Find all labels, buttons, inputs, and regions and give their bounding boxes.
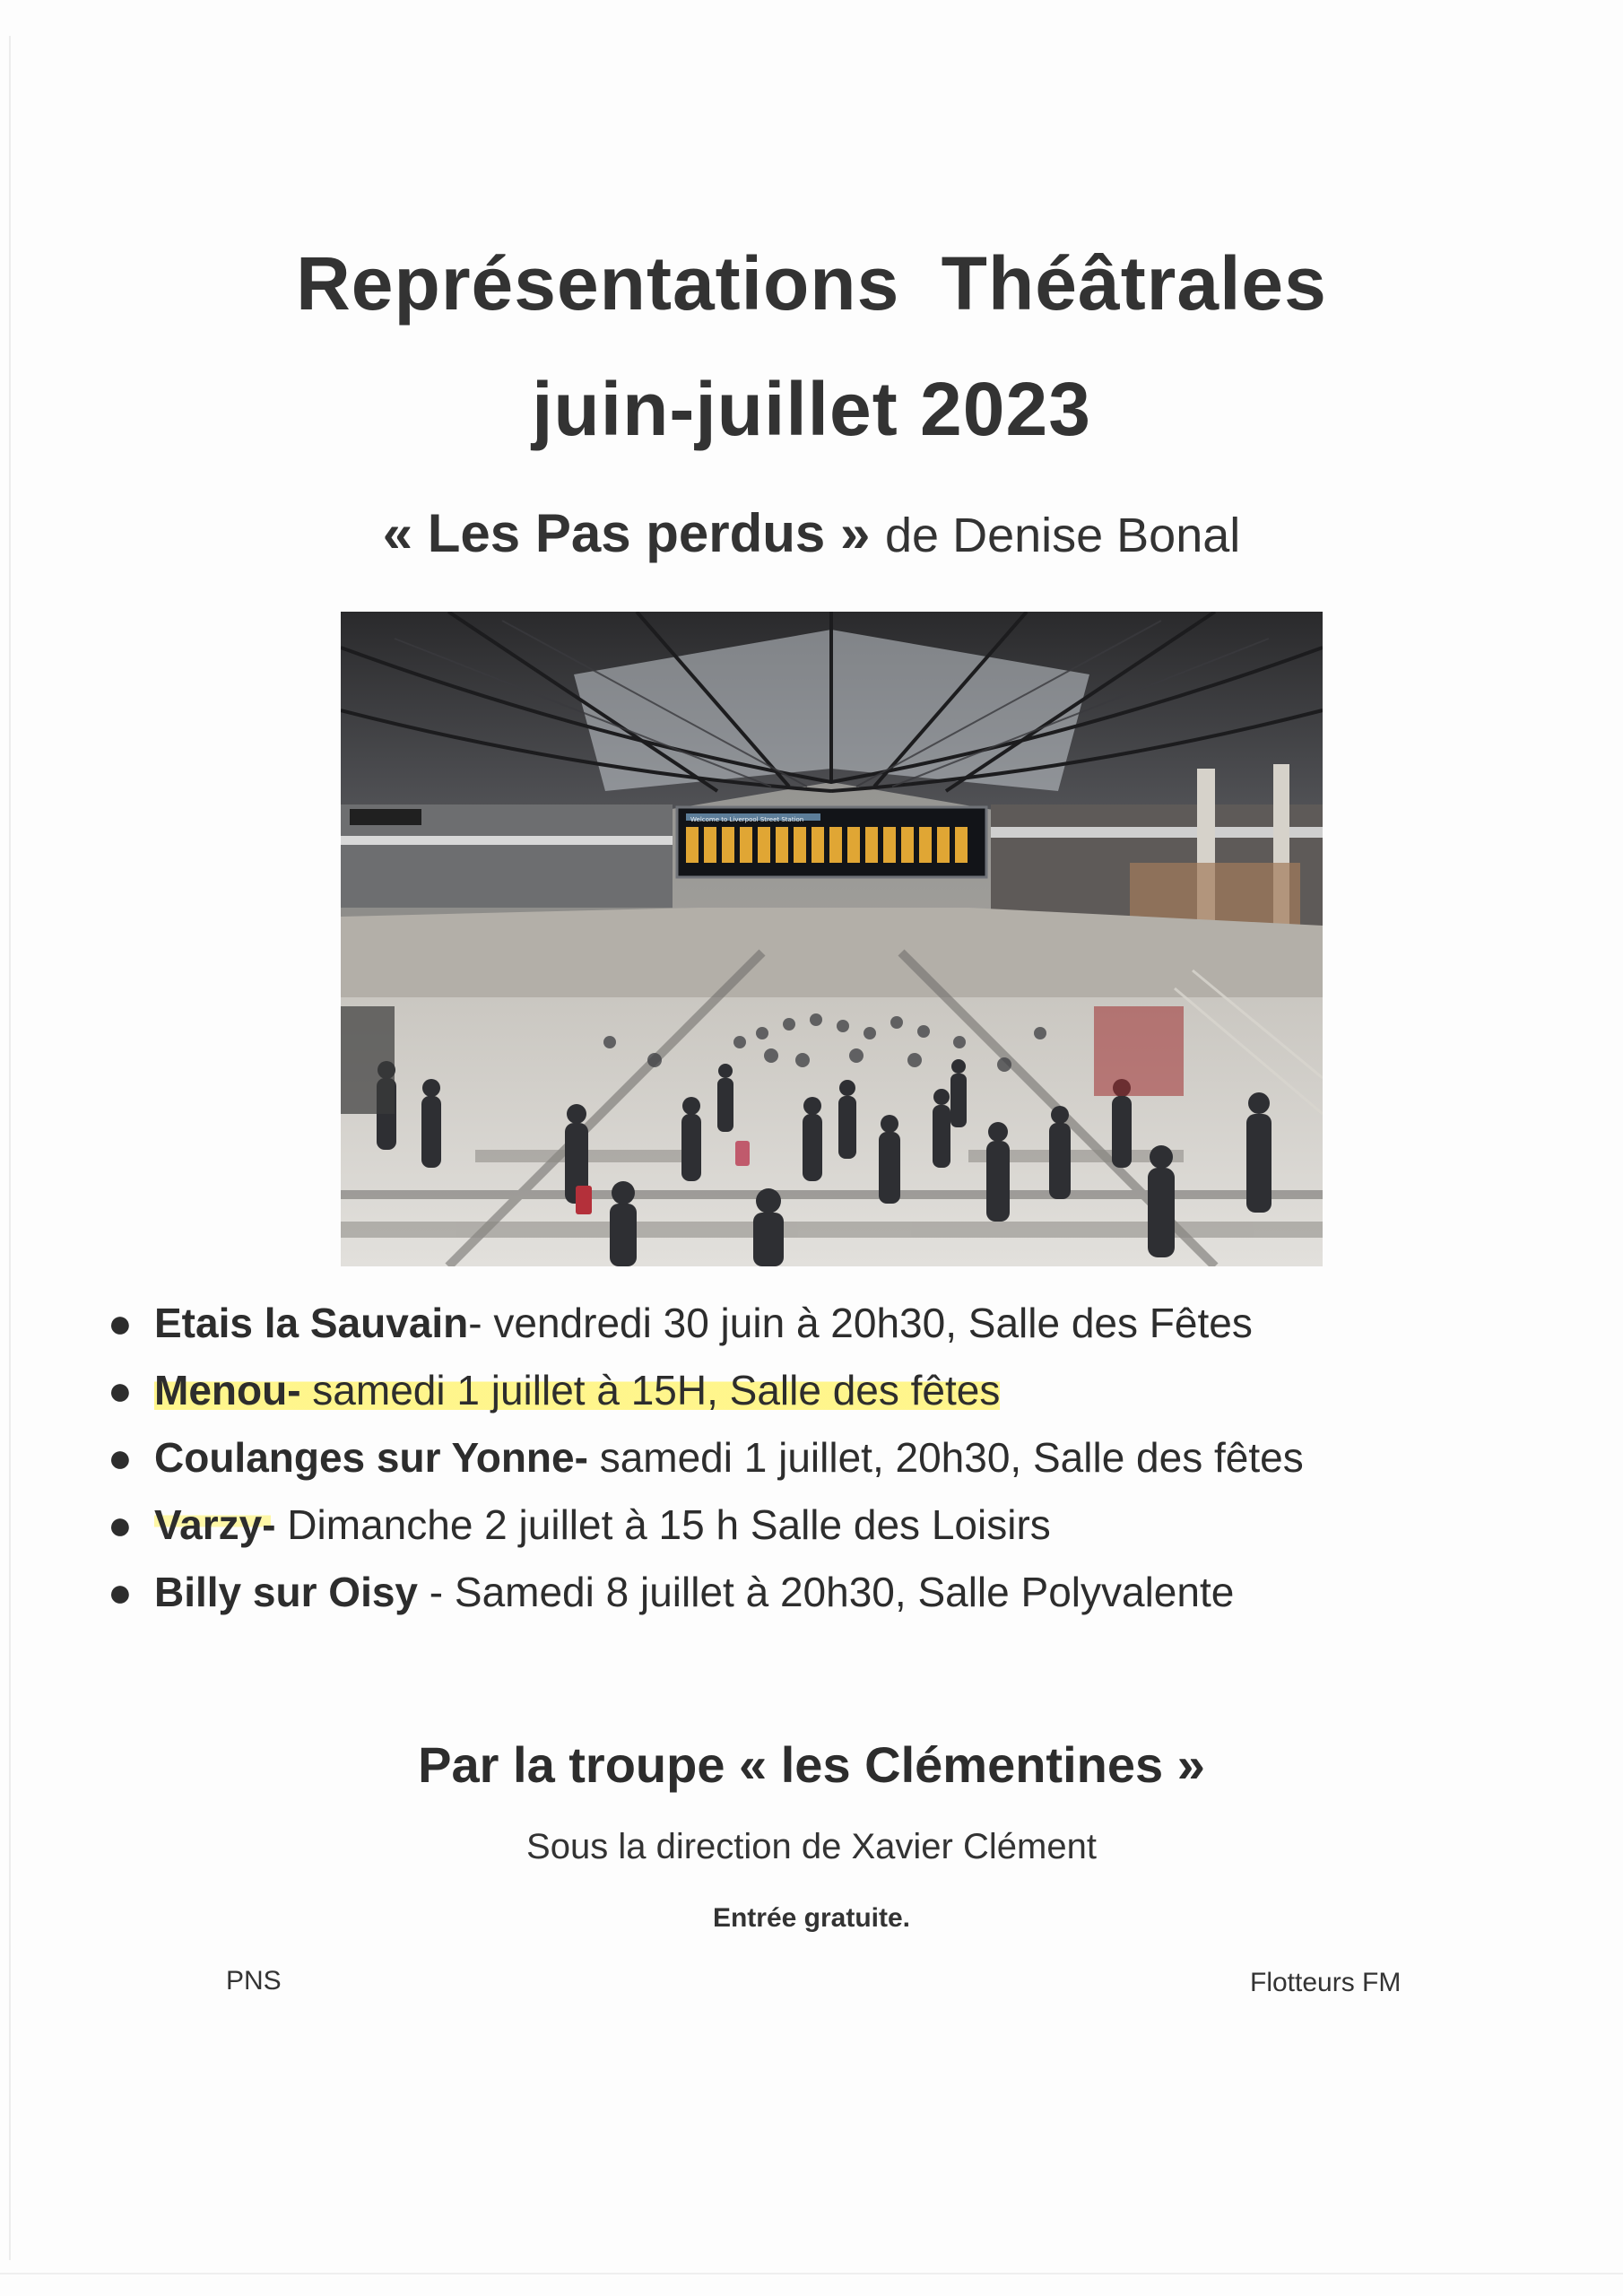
entry-free-notice: Entrée gratuite. [712, 1903, 911, 1933]
schedule-place: Etais la Sauvain [154, 1300, 469, 1346]
schedule-details: samedi 1 juillet à 15H, Salle des fêtes [300, 1367, 1001, 1413]
bullet-icon: ● [108, 1569, 133, 1615]
troupe-line: Par la troupe « les Clémentines » [418, 1736, 1205, 1793]
departure-board-caption: Welcome to Liverpool Street Station [690, 816, 804, 823]
scan-edge-bottom [0, 2273, 1623, 2274]
schedule-item-menou [108, 1357, 1399, 1424]
play-name: « Les Pas perdus » [382, 503, 871, 563]
schedule-details: - Samedi 8 juillet à 20h30, Salle Polyvalente [418, 1569, 1235, 1615]
schedule-details: - vendredi 30 juin à 20h30, Salle des Fêtes [468, 1300, 1253, 1346]
schedule-place: Varzy- [154, 1501, 276, 1548]
bullet-icon: ● [108, 1300, 133, 1346]
schedule-place: Billy sur Oisy [154, 1569, 419, 1615]
direction-line: Sous la direction de Xavier Clément [526, 1827, 1097, 1866]
performance-schedule [108, 1290, 1399, 1626]
poster-date-range: juin-juillet 2023 [532, 367, 1091, 451]
schedule-details: Dimanche 2 juillet à 15 h Salle des Loisirs [275, 1501, 1051, 1548]
train-station-photo [341, 612, 1323, 1266]
play-author: de Denise Bonal [885, 509, 1241, 562]
schedule-item-coulanges [108, 1424, 1399, 1492]
schedule-item-billy [108, 1559, 1399, 1626]
schedule-item-varzy [108, 1492, 1399, 1559]
schedule-details: samedi 1 juillet, 20h30, Salle des fêtes [587, 1434, 1304, 1481]
bullet-icon: ● [108, 1367, 133, 1413]
poster-title: Représentations Théâtrales [296, 241, 1327, 326]
bullet-icon: ● [108, 1434, 133, 1481]
play-subtitle [0, 502, 1623, 564]
bullet-icon: ● [108, 1501, 133, 1548]
credit-right: Flotteurs FM [1250, 1968, 1402, 1997]
schedule-place: Menou- [154, 1367, 301, 1413]
schedule-place: Coulanges sur Yonne- [154, 1434, 588, 1481]
schedule-item-etais [108, 1290, 1399, 1357]
credit-left: PNS [226, 1966, 282, 1996]
train-station-illustration [341, 612, 1323, 1266]
